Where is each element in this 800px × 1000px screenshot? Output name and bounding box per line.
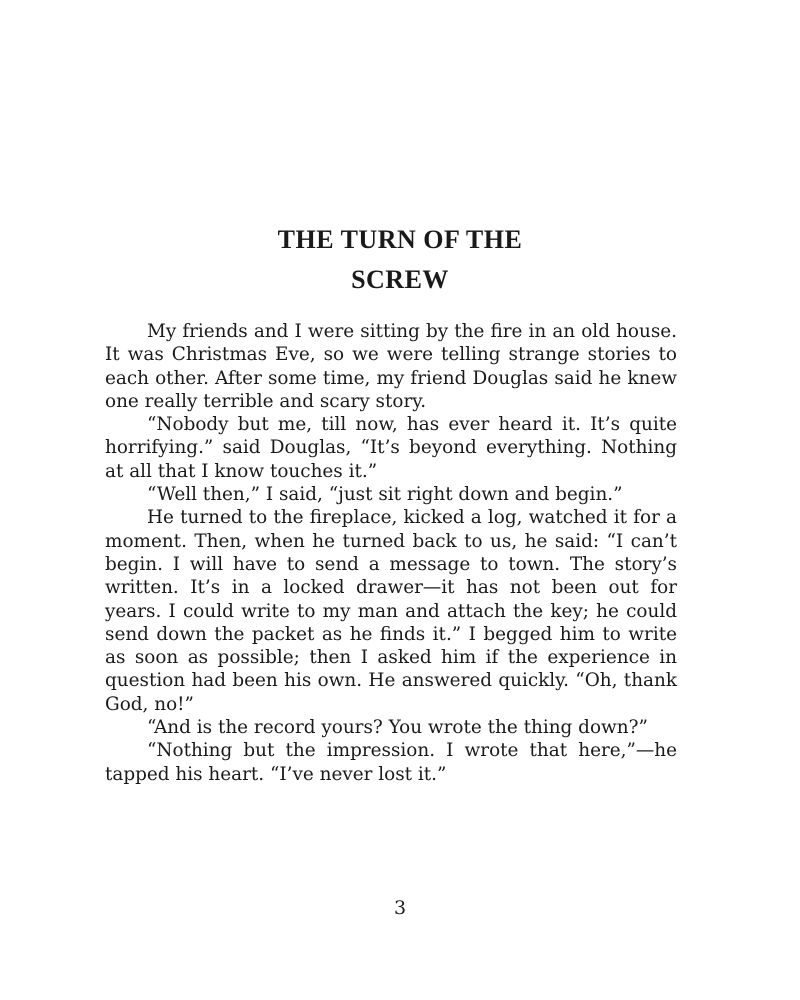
chapter-title: [0, 220, 800, 300]
paragraph: “And is the record yours? You wrote the thing down?”: [147, 717, 648, 739]
paragraph: “Well then,” I said, “just sit right down and begin.”: [147, 484, 623, 506]
page-number: 3: [393, 897, 407, 919]
paragraph: He turned to the fireplace, kicked a log, watched it for a moment. Then, when he turned back to us, he said: “I can’t begin. I will have to send a message to town. The story’s written. It’s in a locked drawer—it has not been out for years. I could write to my man and attach the key; he could send down the packet as he finds it.” I begged him to write as soon as possible; then I asked him if the experience in question had been his own. He answered quickly. “Oh, thank God, no!”: [105, 507, 677, 715]
paragraph: “Nothing but the impression. I wrote that here,”—he tapped his heart. “I’ve never lost it.”: [105, 740, 677, 785]
paragraph: My friends and I were sitting by the fire in an old house. It was Christmas Eve, so we were telling strange stories to each other. After some time, my friend Douglas said he knew one really terrible and scary story.: [105, 321, 677, 412]
body-text: [105, 320, 677, 786]
chapter-title-line-1: THE TURN OF THE: [277, 225, 523, 254]
chapter-title-line-2: SCREW: [351, 265, 449, 294]
paragraph: “Nobody but me, till now, has ever heard it. It’s quite horrifying.” said Douglas, “It’s beyond everything. Nothing at all that I know touches it.”: [105, 414, 677, 482]
